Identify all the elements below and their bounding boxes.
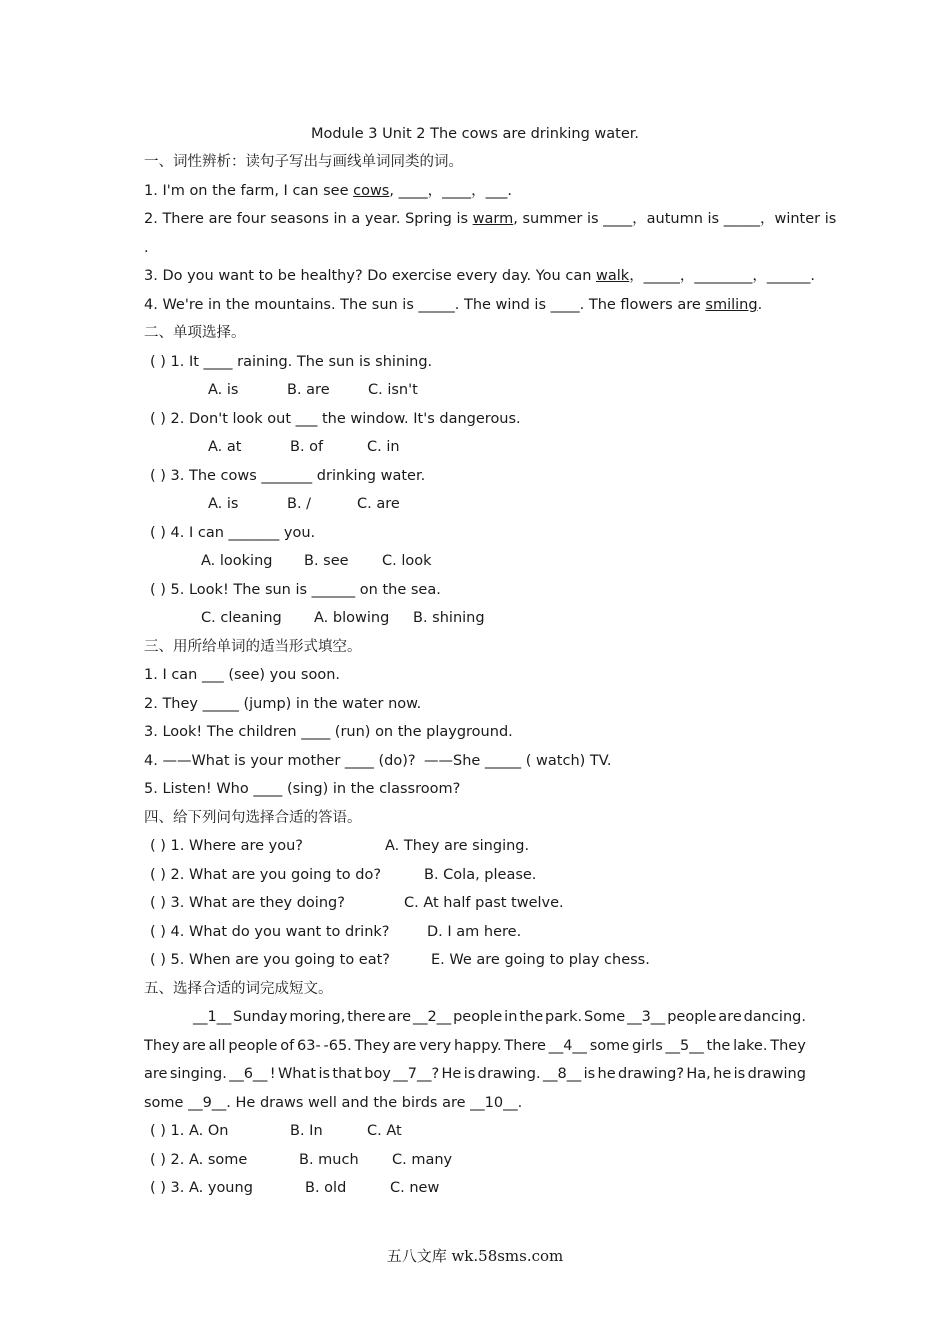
s1-question-2: 2. There are four seasons in a year. Spring is warm, summer is ____， autumn is _____， winter is [144,211,837,227]
s2-question: ( ) 4. I can _______ you. [150,525,316,541]
s4-question: ( ) 5. When are you going to eat? E. We are going to play chess. [150,952,650,968]
s1-question-1: 1. I'm on the farm, I can see cows, ____，____，___. [144,183,512,199]
s2-question: ( ) 1. It ____ raining. The sun is shining. [150,354,433,370]
passage-line-2: They are all people of 63- -65. They are very happy. There __4__ some girls __5__ the lake. They [144,1038,806,1054]
s4-answer: A. They are singing. [385,838,530,854]
s3-question-3: 3. Look! The children ____ (run) on the playground. [144,724,513,740]
s3-question-4: 4. ——What is your mother ____ (do)? ——She _____ ( watch) TV. [144,753,612,769]
section-3-heading: 三、用所给单词的适当形式填空。 [144,639,362,655]
s1-question-3: 3. Do you want to be healthy? Do exercise every day. You can walk，_____，________，______. [144,268,816,284]
passage-line-4: some __9__. He draws well and the birds are __10__. [144,1095,523,1111]
s2-options: C. cleaning A. blowing B. shining [201,610,485,626]
page-title: Module 3 Unit 2 The cows are drinking water. [310,126,640,142]
s4-question: ( ) 4. What do you want to drink? D. I am here. [150,924,522,940]
s4-answer: B. Cola, please. [424,867,537,883]
section-4-heading: 四、给下列问句选择合适的答语。 [144,810,362,826]
s2-options: A. is B. / C. are [208,496,400,512]
s2-question: ( ) 3. The cows _______ drinking water. [150,468,426,484]
s5-question: ( ) 2. A. some B. much C. many [150,1152,453,1168]
s3-question-1: 1. I can ___ (see) you soon. [144,667,341,683]
s2-options: A. looking B. see C. look [201,553,432,569]
underlined-word: cows [353,183,390,199]
watermark-footer: 五八文库 wk.58sms.com [386,1247,564,1265]
s4-answer: C. At half past twelve. [404,895,564,911]
section-1-heading: 一、词性辨析：读句子写出与画线单词同类的词。 [144,154,463,170]
s4-question: ( ) 1. Where are you? A. They are singing. [150,838,530,854]
s5-question: ( ) 1. A. On B. In C. At [150,1123,402,1139]
section-5-heading: 五、选择合适的词完成短文。 [144,981,333,997]
section-2-heading: 二、单项选择。 [144,325,246,341]
passage-line-3: are singing. __6__ ! What is that boy __7__? He is drawing. __8__ is he drawing? Ha, he is drawing [144,1066,806,1082]
s1-question-4: 4. We're in the mountains. The sun is _____. The wind is ____. The flowers are smiling. [144,297,763,313]
s5-question: ( ) 3. A. young B. old C. new [150,1180,440,1196]
s4-answer: D. I am here. [427,924,522,940]
passage-line-1: __1__ Sunday moring, there are __2__ people in the park. Some __3__ people are dancing. [193,1009,806,1025]
s3-question-5: 5. Listen! Who ____ (sing) in the classroom? [144,781,461,797]
s4-question: ( ) 3. What are they doing? C. At half past twelve. [150,895,564,911]
underlined-word: warm [472,211,514,227]
s2-question: ( ) 2. Don't look out ___ the window. It's dangerous. [150,411,521,427]
s2-question: ( ) 5. Look! The sun is ______ on the sea. [150,582,441,598]
s4-question: ( ) 2. What are you going to do? B. Cola, please. [150,867,537,883]
underlined-word: smiling [705,297,758,313]
s1-question-2-end: . [144,240,149,256]
s3-question-2: 2. They _____ (jump) in the water now. [144,696,422,712]
s2-options: A. is B. are C. isn't [208,382,418,398]
s2-options: A. at B. of C. in [208,439,400,455]
underlined-word: walk [596,268,630,284]
s4-answer: E. We are going to play chess. [431,952,650,968]
